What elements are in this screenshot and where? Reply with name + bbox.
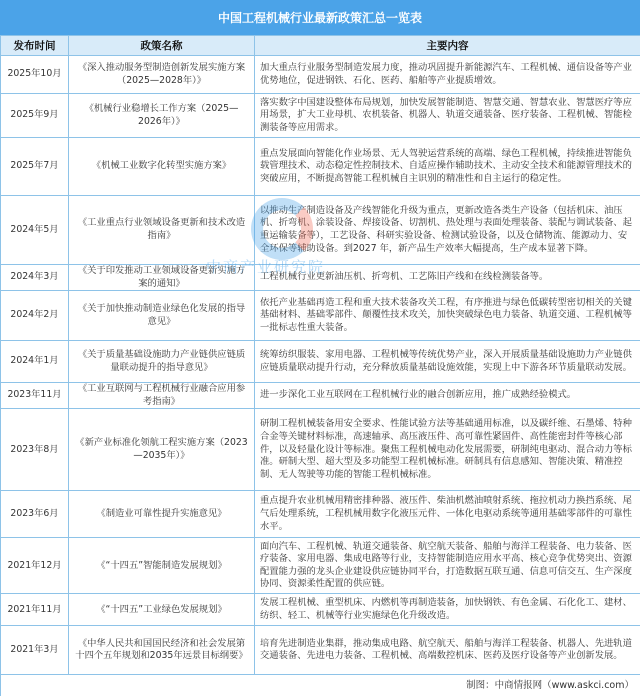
table-row bbox=[1, 491, 640, 538]
table-row bbox=[1, 265, 640, 291]
policy-name: 《机械工业数字化转型实施方案》 bbox=[69, 138, 255, 196]
policy-date: 2024年1月 bbox=[1, 341, 69, 383]
policy-content: 培育先进制造业集群，推动集成电路、航空航天、船舶与海洋工程装备、机器人、先进轨道交通装备、先进电力装备、工程机械、高端数控机床、医药及医疗设备等产业创新发展。 bbox=[255, 626, 640, 675]
policy-name: 《关于印发推动工业领域设备更新实施方案的通知》 bbox=[69, 265, 255, 291]
policy-date: 2023年8月 bbox=[1, 409, 69, 491]
policy-date: 2025年10月 bbox=[1, 56, 69, 94]
policy-date: 2023年6月 bbox=[1, 491, 69, 538]
column-header-content: 主要内容 bbox=[255, 36, 640, 56]
table-row bbox=[1, 409, 640, 491]
policy-date: 2021年12月 bbox=[1, 538, 69, 594]
policy-content: 研制工程机械装备用安全要求、性能试验方法等基础通用标准，以及碳纤维、石墨烯、特种合金等关键材料标准，高速轴承、高压液压件、高可靠性紧固件、高性能密封件等核心部件，以及轻量化设计等标准。聚焦工程机械电动化发展需要，研制纯电驱动、混合动力等标准。研制大型、超大型及多功能型工程机械标准。研制具有信息感知、智能决策、精准控制、无人驾驶等功能的智能工程机械标准。 bbox=[255, 409, 640, 491]
policy-name: 《工业重点行业领域设备更新和技术改造指南》 bbox=[69, 196, 255, 265]
policy-table bbox=[0, 35, 640, 696]
policy-date: 2021年3月 bbox=[1, 626, 69, 675]
table-row bbox=[1, 196, 640, 265]
policy-content: 以推动生产制造设备及产线智能化升级为重点，更新改造各类生产设备（包括机床、油压机、折弯机、涂装设备、焊接设备、切割机、热处理与表面处理装备、装配与调试装备、起重运输装备等），工艺设备、科研实验设备、检测试验设备，以及仓储物流、能源动力、安全环保等辅助设备。到2027 年，新产品生产效率大幅提高，生产成本显著下降。 bbox=[255, 196, 640, 265]
table-row bbox=[1, 626, 640, 675]
policy-date: 2023年11月 bbox=[1, 383, 69, 409]
policy-name: 《关于质量基础设施助力产业链供应链质量联动提升的指导意见》 bbox=[69, 341, 255, 383]
policy-content: 重点发展面向智能化作业场景、无人驾驶运营系统的高端、绿色工程机械，持续推进智能负载管理技术、动态稳定性控制技术、自适应操作辅助技术、主动安全技术和能源管理技术的突破应用，不断提高智能工程机械自主识别的精准性和自主运行的稳定性。 bbox=[255, 138, 640, 196]
policy-name: 《新产业标准化领航工程实施方案（2023—2035年）》 bbox=[69, 409, 255, 491]
table-row bbox=[1, 341, 640, 383]
table-row bbox=[1, 538, 640, 594]
policy-date: 2024年2月 bbox=[1, 291, 69, 341]
policy-name: 《深入推动服务型制造创新发展实施方案（2025—2028年）》 bbox=[69, 56, 255, 94]
policy-content: 依托产业基础再造工程和重大技术装备攻关工程，有序推进与绿色低碳转型密切相关的关键基础材料、基础零部件、颠覆性技术攻关，加快突破绿色电力装备、轨道交通、工程机械等一批标志性重大装备。 bbox=[255, 291, 640, 341]
policy-content: 工程机械行业更新油压机、折弯机、工艺陈旧产线和在线检测装备等。 bbox=[255, 265, 640, 291]
column-header-date: 发布时间 bbox=[1, 36, 69, 56]
source-credit: 制图：中商情报网（www.askci.com） bbox=[1, 675, 640, 696]
policy-content: 面向汽车、工程机械、轨道交通装备、航空航天装备、船舶与海洋工程装备、电力装备、医疗装备、家用电器、集成电路等行业，支持智能制造应用水平高、核心竞争优势突出、资源配置能力强的龙头企业建设供应链协同平台，打造数据互联互通、信息可信交互、生产深度协同、资源柔性配置的供应链。 bbox=[255, 538, 640, 594]
table-row bbox=[1, 94, 640, 138]
policy-name: 《“十四五”工业绿色发展规划》 bbox=[69, 594, 255, 626]
column-header-policy-name: 政策名称 bbox=[69, 36, 255, 56]
column-header-row bbox=[1, 36, 640, 56]
watermark-text: 中商产业研究院 bbox=[206, 258, 326, 276]
table-row bbox=[1, 594, 640, 626]
policy-name: 《中华人民共和国国民经济和社会发展第十四个五年规划和2035年远景目标纲要》 bbox=[69, 626, 255, 675]
policy-date: 2021年11月 bbox=[1, 594, 69, 626]
table-row bbox=[1, 383, 640, 409]
policy-content: 发展工程机械、重型机床、内燃机等再制造装备，加快钢铁、有色金属、石化化工、建材、纺织、轻工、机械等行业实施绿色化升级改造。 bbox=[255, 594, 640, 626]
policy-content: 进一步深化工业互联网在工程机械行业的融合创新应用，推广成熟经验模式。 bbox=[255, 383, 640, 409]
policy-date: 2024年5月 bbox=[1, 196, 69, 265]
policy-content: 落实数字中国建设整体布局规划，加快发展智能制造、智慧交通、智慧农业、智慧医疗等应用场景，扩大工业母机、农机装备、机器人、轨道交通装备、医疗装备、工程机械、智能检测装备等应用需求。 bbox=[255, 94, 640, 138]
table-title: 中国工程机械行业最新政策汇总一览表 bbox=[0, 0, 640, 35]
table-row bbox=[1, 291, 640, 341]
policy-date: 2025年9月 bbox=[1, 94, 69, 138]
policy-date: 2024年3月 bbox=[1, 265, 69, 291]
policy-name: 《制造业可靠性提升实施意见》 bbox=[69, 491, 255, 538]
table-row bbox=[1, 56, 640, 94]
table-row bbox=[1, 138, 640, 196]
policy-name: 《工业互联网与工程机械行业融合应用参考指南》 bbox=[69, 383, 255, 409]
footer-row bbox=[1, 675, 640, 696]
policy-content: 加大重点行业服务型制造发展力度，推动巩固提升新能源汽车、工程机械、通信设备等产业优势地位，促进钢铁、石化、医药、船舶等产业提质增效。 bbox=[255, 56, 640, 94]
policy-content: 统筹纺织服装、家用电器、工程机械等传统优势产业，深入开展质量基础设施助力产业链供应链质量联动提升行动，充分释放质量基础设施效能，实现上中下游各环节质量联动发展。 bbox=[255, 341, 640, 383]
policy-name: 《机械行业稳增长工作方案（2025—2026年）》 bbox=[69, 94, 255, 138]
policy-content: 重点提升农业机械用精密排种器、液压件、柴油机燃油喷射系统、拖拉机动力换挡系统、尾气后处理系统，工程机械用数字化液压元件、一体化电驱动系统等通用基础零部件的可靠性水平。 bbox=[255, 491, 640, 538]
policy-date: 2025年7月 bbox=[1, 138, 69, 196]
policy-name: 《“十四五”智能制造发展规划》 bbox=[69, 538, 255, 594]
policy-name: 《关于加快推动制造业绿色化发展的指导意见》 bbox=[69, 291, 255, 341]
